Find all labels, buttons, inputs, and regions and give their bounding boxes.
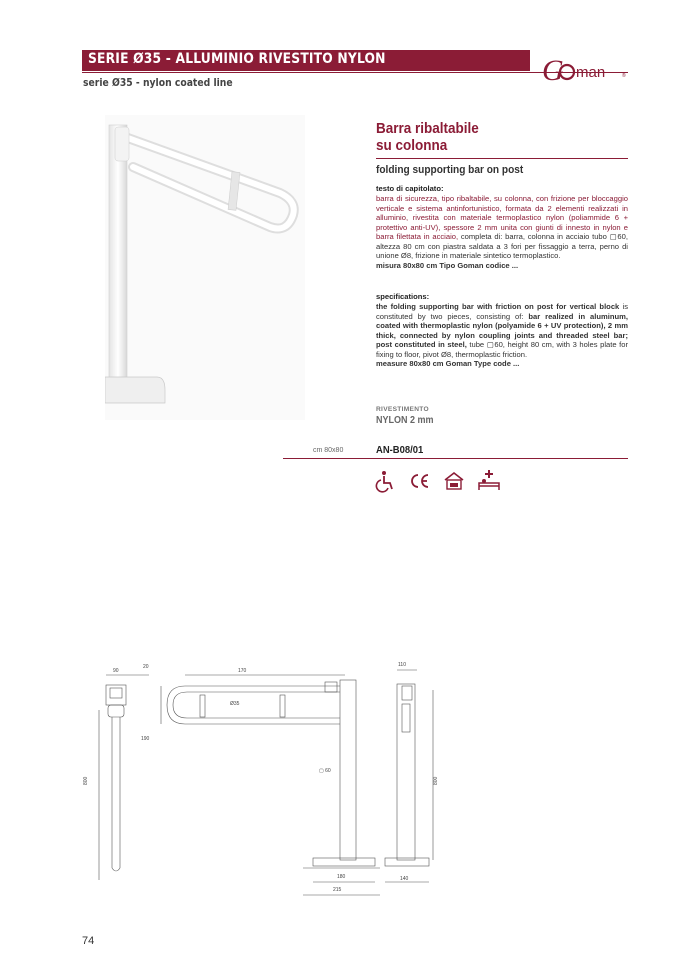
italian-spec-heading: testo di capitolato: [376,184,444,193]
dim-square-60: ▢ 60 [319,768,331,774]
dim-190: 190 [141,736,150,742]
finish-value: NYLON 2 mm [376,415,434,426]
hospital-bed-icon [476,468,502,494]
dim-180: 180 [337,874,346,880]
english-spec-measure: measure 80x80 cm Goman Type code ... [376,359,520,368]
technical-drawing [75,650,545,915]
logo-wordmark: man [576,64,606,81]
dim-110: 110 [398,662,406,668]
english-spec-part4: tube ▢60, height 80 cm, with 3 holes plate for fixing to floor, pivot Ø8, thermoplastic friction. [376,340,628,359]
italian-spec-part3: completa di: barra, colonna in acciaio tubo ▢60, altezza 80 cm con piastra saldata a 3 fori per fissaggio a terra, perno di unione Ø8, frizione in materiale sintetico termoplastico. [376,232,628,260]
italian-spec-text [376,194,628,270]
svg-text:G: G [542,54,564,87]
code-rule [283,458,628,459]
product-code: AN-B08/01 [376,444,424,456]
dim-140: 140 [400,876,409,882]
title-rule [376,158,628,159]
english-spec-heading: specifications: [376,292,430,301]
english-spec-part1: the folding supporting bar with friction on post for vertical block [376,302,620,311]
svg-text:®: ® [622,73,626,79]
size-label: cm 80x80 [313,447,344,454]
series-subtitle: serie Ø35 - nylon coated line [83,77,233,89]
goman-logo [540,50,630,90]
italian-spec-part1: barra di sicurezza, tipo ribaltabile, su colonna, con frizione per bloccaggio verticale [376,194,628,213]
series-title: SERIE Ø35 - ALLUMINIO RIVESTITO NYLON [88,51,386,67]
dim-800-side: 800 [433,776,439,785]
english-spec-part2: is constituted by two pieces, consisting of: [376,302,628,321]
dim-20: 20 [143,664,149,670]
product-photo [105,115,305,420]
product-title-line1: Barra ribaltabile [376,120,479,137]
english-spec-part3: bar realized in aluminum, coated with thermoplastic nylon (polyamide 6 + UV protection), 2 mm thick, connected by nylon coupling joints and threaded steel bar; post constituted in steel, [376,311,628,349]
product-title [376,120,479,154]
dim-800: 800 [83,776,89,785]
italian-spec-part2: e sistema antinfortunistico, formata da 2 elementi realizzati in alluminio, rivestita con materiale termoplastico nylon (poliammide 6 + protettivo anti-UV), spessore 2 mm unita con giunti di innesto in nylon e barra filettata in acciaio, [376,203,628,241]
finish-label: RIVESTIMENTO [376,406,429,413]
page-number: 74 [82,935,95,947]
ce-mark-icon [407,468,433,494]
home-care-icon [441,468,467,494]
dim-90: 90 [113,668,119,674]
dim-d35: Ø35 [230,701,240,707]
dim-170: 170 [238,668,247,674]
dim-215: 215 [333,887,342,893]
wheelchair-icon [372,468,398,494]
english-spec-text [376,302,628,369]
product-subtitle: folding supporting bar on post [376,164,524,176]
italian-spec-measure: misura 80x80 cm Tipo Goman codice ... [376,260,519,270]
product-title-line2: su colonna [376,137,448,154]
